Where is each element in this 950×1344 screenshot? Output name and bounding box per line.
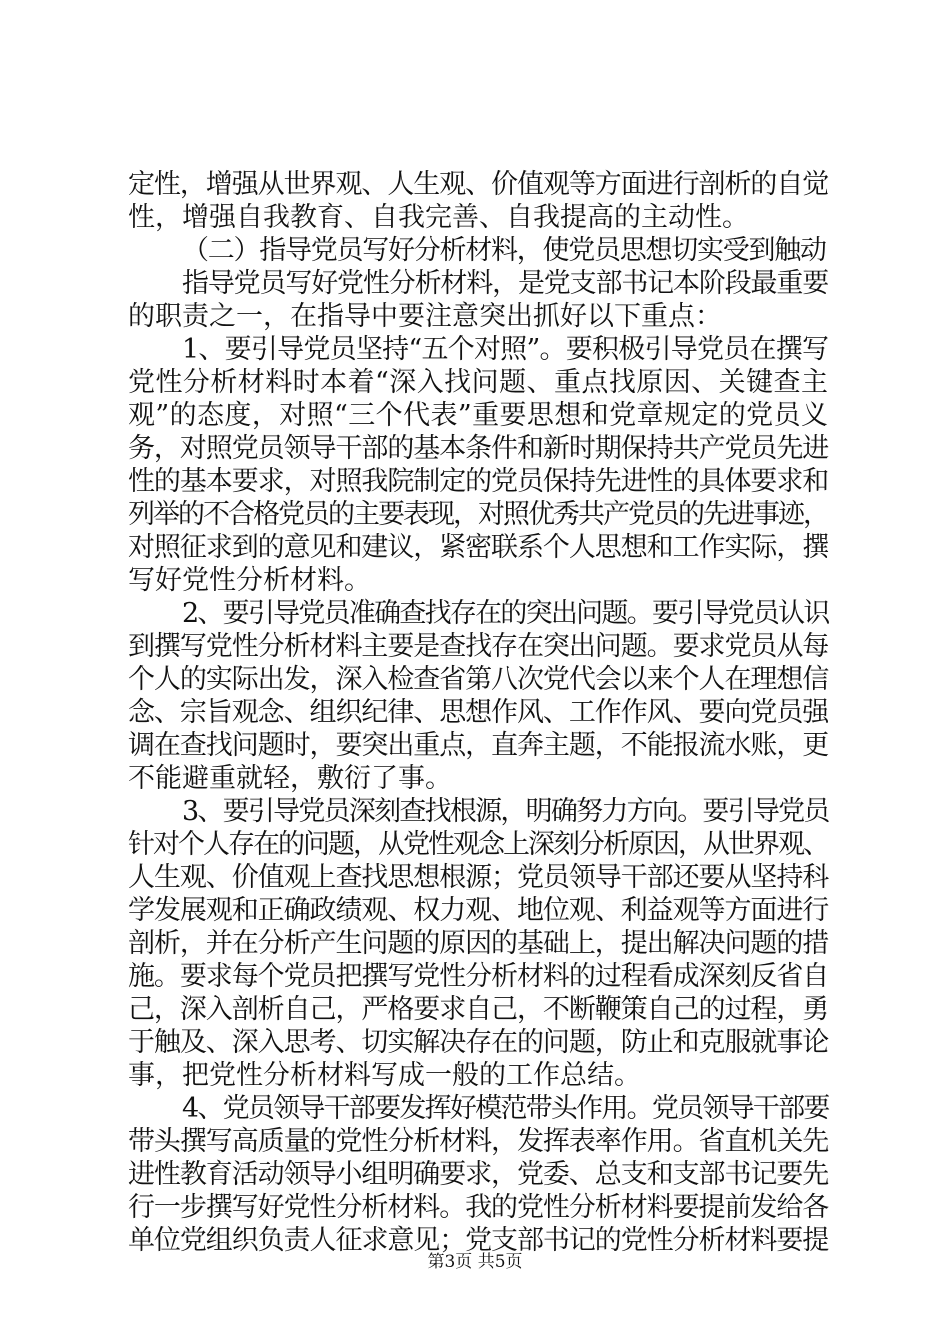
page-footer: 第3页 共5页 — [427, 1252, 523, 1272]
text-line: 3、要引导党员深刻查找根源，明确努力方向。要引导党员 — [182, 796, 829, 827]
text-line: 到撰写党性分析材料主要是查找存在突出问题。要求党员从每 — [128, 631, 828, 662]
text-line: 调在查找问题时，要突出重点，直奔主题，不能报流水账，更 — [128, 730, 828, 761]
text-line: 指导党员写好党性分析材料，是党支部书记本阶段最重要 — [182, 268, 828, 299]
text-line: 念、宗旨观念、组织纪律、思想作风、工作作风、要向党员强 — [128, 697, 828, 728]
text-line: 事，把党性分析材料写成一般的工作总结。 — [128, 1060, 641, 1091]
text-line: 列举的不合格党员的主要表现，对照优秀共产党员的先进事迹， — [128, 499, 828, 530]
text-line: 个人的实际出发，深入检查省第八次党代会以来个人在理想信 — [128, 664, 828, 695]
text-line: 务，对照党员领导干部的基本条件和新时期保持共产党员先进 — [128, 433, 828, 464]
document-body — [128, 168, 828, 1257]
text-line: 人生观、价值观上查找思想根源；党员领导干部还要从坚持科 — [128, 862, 828, 893]
text-line: 性，增强自我教育、自我完善、自我提高的主动性。 — [128, 202, 749, 233]
text-line: （二）指导党员写好分析材料，使党员思想切实受到触动 — [182, 235, 826, 266]
text-line: 行一步撰写好党性分析材料。我的党性分析材料要提前发给各 — [128, 1192, 828, 1223]
text-line: 对照征求到的意见和建议，紧密联系个人思想和工作实际，撰 — [128, 532, 828, 563]
text-line: 2、要引导党员准确查找存在的突出问题。要引导党员认识 — [182, 598, 829, 629]
text-line: 进性教育活动领导小组明确要求，党委、总支和支部书记要先 — [128, 1159, 828, 1190]
text-line: 于触及、深入思考、切实解决存在的问题，防止和克服就事论 — [128, 1027, 828, 1058]
text-line: 单位党组织负责人征求意见；党支部书记的党性分析材料要提 — [128, 1225, 828, 1256]
text-line: 不能避重就轻，敷衍了事。 — [128, 763, 452, 794]
text-line: 1、要引导党员坚持“五个对照”。要积极引导党员在撰写 — [182, 334, 829, 365]
text-line: 施。要求每个党员把撰写党性分析材料的过程看成深刻反省自 — [128, 961, 828, 992]
text-line: 党性分析材料时本着“深入找问题、重点找原因、关键查主 — [128, 367, 828, 398]
text-line: 性的基本要求，对照我院制定的党员保持先进性的具体要求和 — [128, 466, 828, 497]
text-line: 带头撰写高质量的党性分析材料，发挥表率作用。省直机关先 — [128, 1126, 828, 1157]
text-line: 4、党员领导干部要发挥好模范带头作用。党员领导干部要 — [182, 1093, 829, 1124]
text-line: 针对个人存在的问题，从党性观念上深刻分析原因，从世界观、 — [128, 829, 828, 860]
text-line: 的职责之一，在指导中要注意突出抓好以下重点： — [128, 301, 722, 332]
text-line: 己，深入剖析自己，严格要求自己，不断鞭策自己的过程，勇 — [128, 994, 828, 1025]
text-line: 定性，增强从世界观、人生观、价值观等方面进行剖析的自觉 — [128, 169, 828, 200]
text-line: 剖析，并在分析产生问题的原因的基础上，提出解决问题的措 — [128, 928, 828, 959]
text-line: 学发展观和正确政绩观、权力观、地位观、利益观等方面进行 — [128, 895, 828, 926]
text-line: 写好党性分析材料。 — [128, 565, 371, 596]
text-line: 观”的态度，对照“三个代表”重要思想和党章规定的党员义 — [128, 400, 828, 431]
